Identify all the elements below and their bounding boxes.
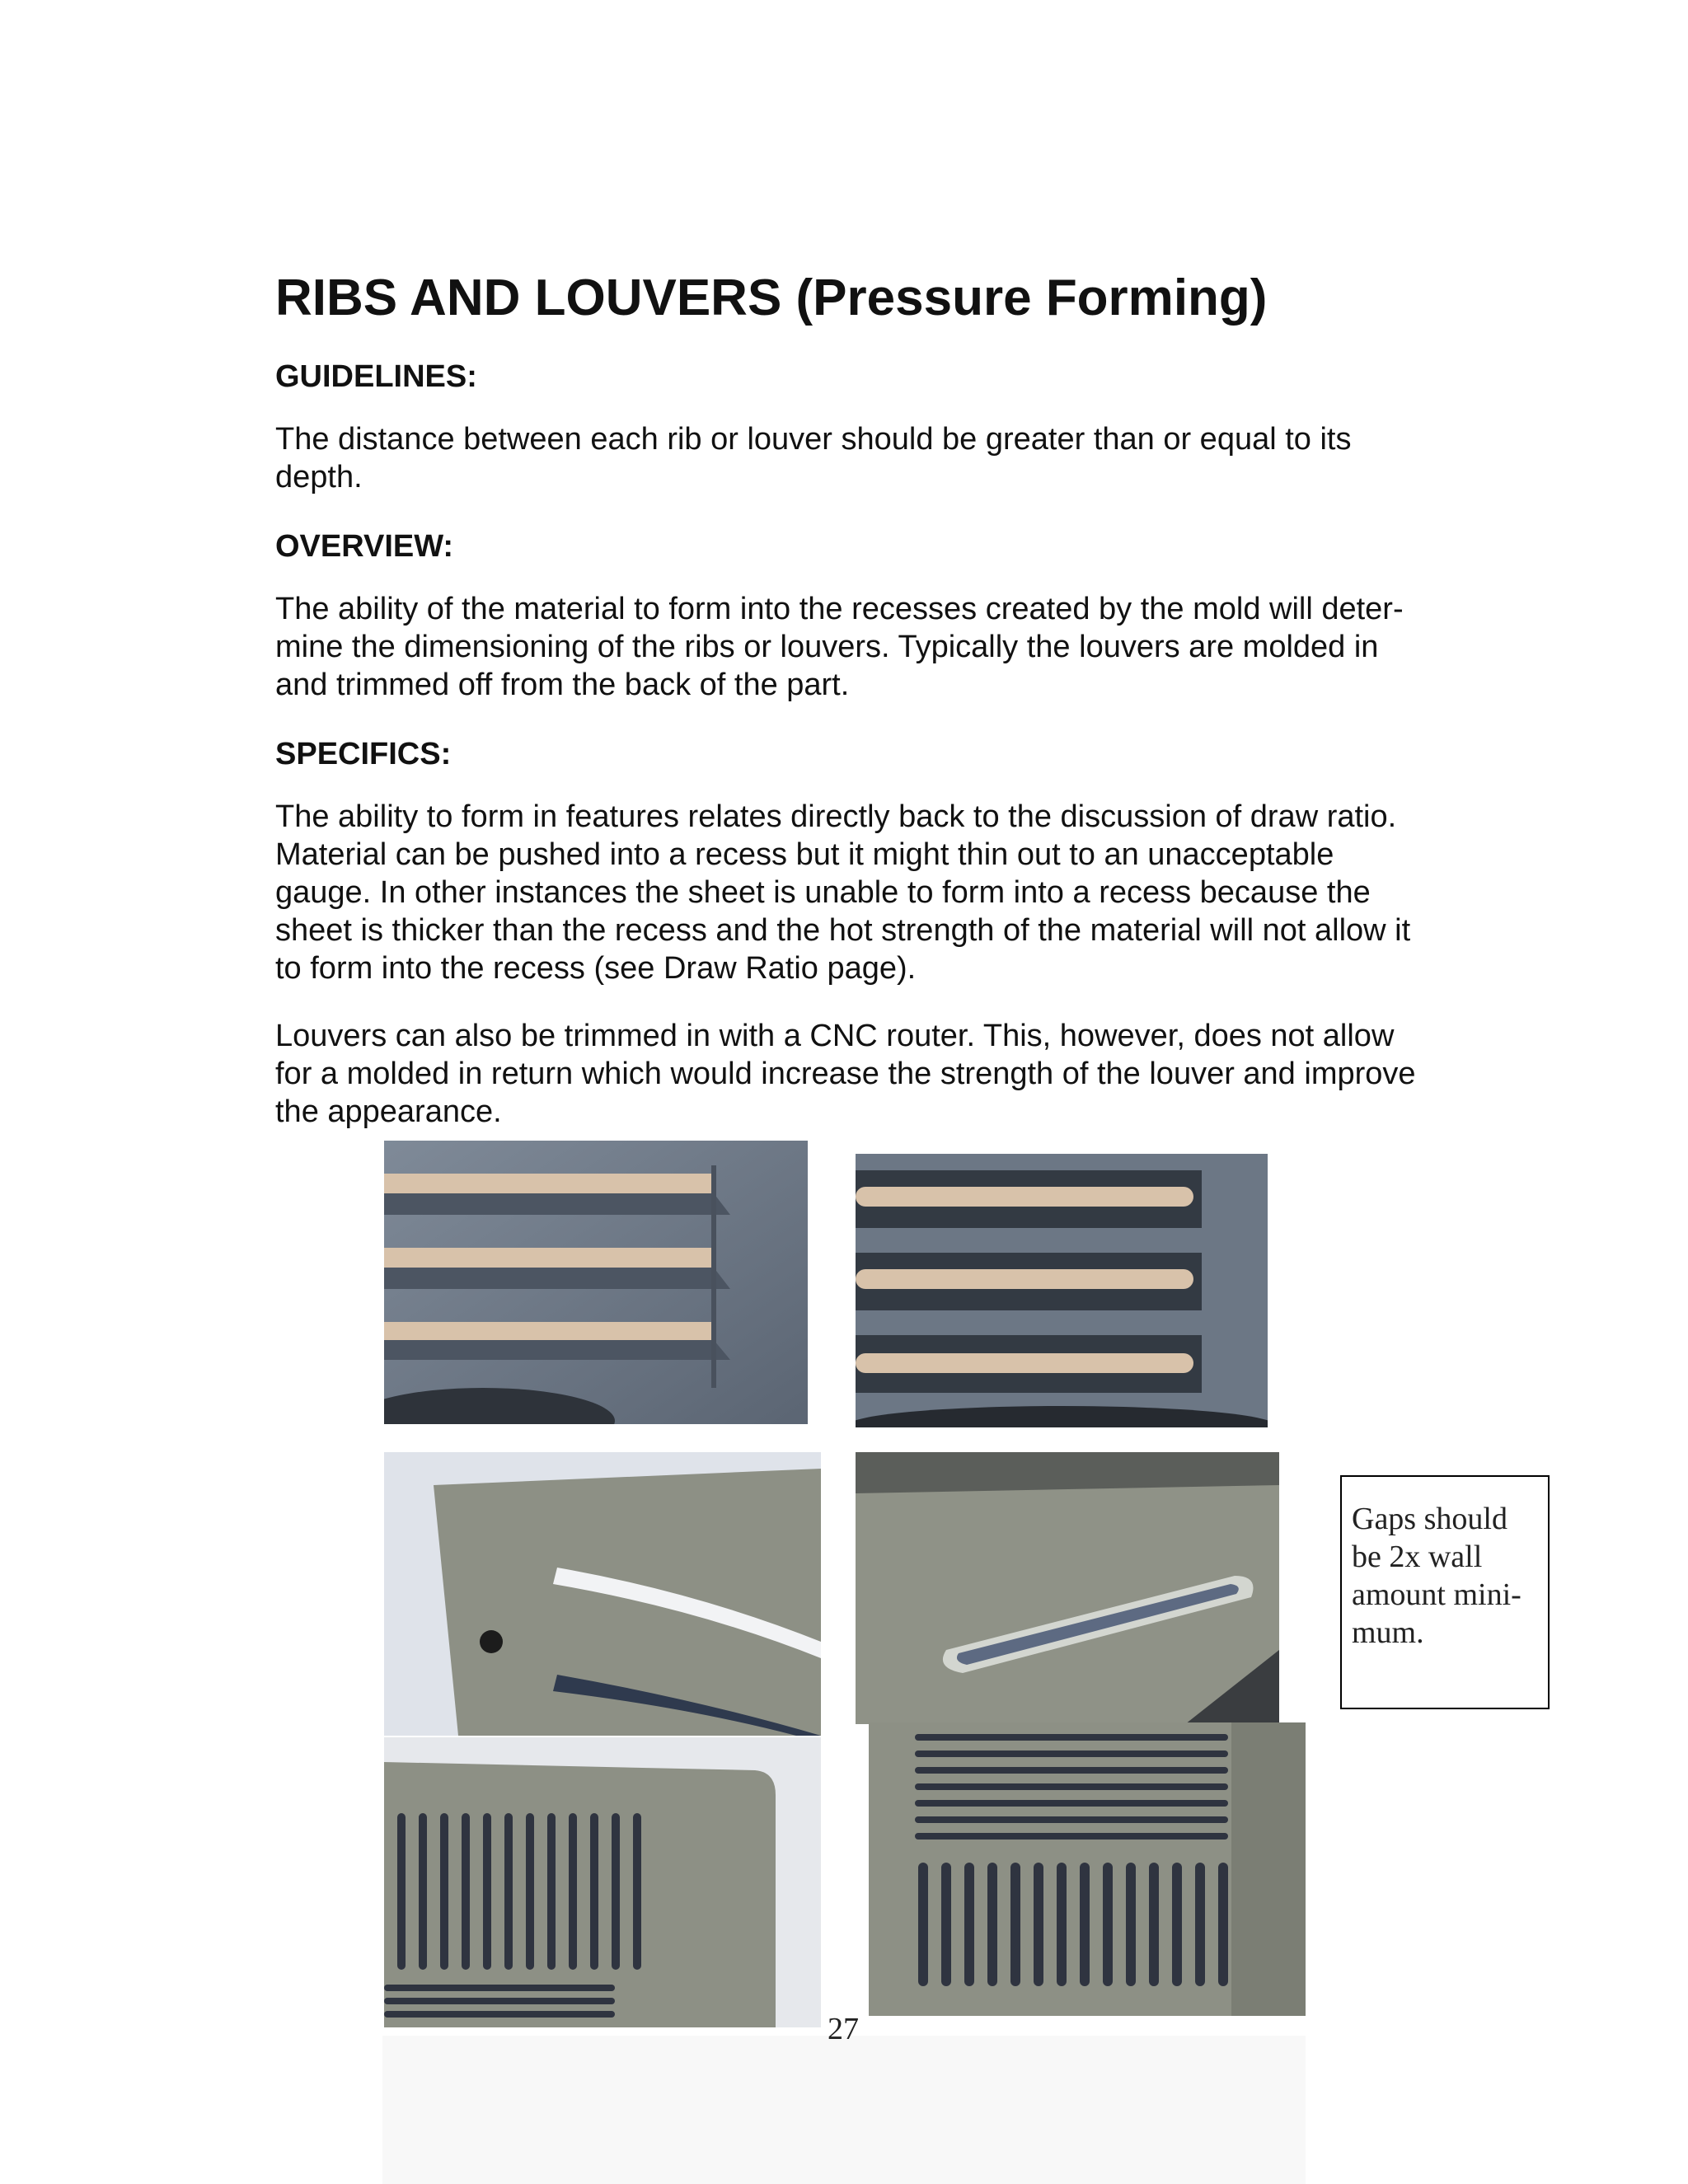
note-line: Gaps should: [1352, 1502, 1507, 1536]
text-line: The distance between each rib or louver should be greater than or equal to its: [275, 422, 1352, 457]
text-line: depth.: [275, 460, 363, 494]
photo-louvers-trimmed: [384, 1141, 808, 1424]
photo-angled-slot: [856, 1452, 1279, 1724]
page-title: RIBS AND LOUVERS (Pressure Forming): [275, 269, 1268, 326]
overview-text: [275, 590, 1404, 704]
photo-diagonal-slots: [384, 1452, 821, 1736]
text-line: mine the dimensioning of the ribs or louvers. Typically the louvers are molded in: [275, 630, 1379, 664]
specifics-heading: SPECIFICS:: [275, 737, 452, 771]
note-line: mum.: [1352, 1615, 1424, 1650]
guidelines-heading: GUIDELINES:: [275, 359, 477, 394]
overview-heading: OVERVIEW:: [275, 529, 454, 564]
guidelines-text: [275, 420, 1351, 496]
note-line: amount mini-: [1352, 1577, 1522, 1612]
specifics-text-2: [275, 1017, 1416, 1131]
text-line: for a molded in return which would increase the strength of the louver and improve: [275, 1057, 1416, 1091]
text-line: and trimmed off from the back of the part.: [275, 668, 850, 702]
text-line: sheet is thicker than the recess and the hot strength of the material will not allow it: [275, 913, 1411, 948]
note-line: be 2x wall: [1352, 1540, 1483, 1574]
text-line: gauge. In other instances the sheet is unable to form into a recess because the: [275, 875, 1371, 910]
text-line: The ability of the material to form into the recesses created by the mold will deter-: [275, 592, 1404, 626]
text-line: Louvers can also be trimmed in with a CNC router. This, however, does not allow: [275, 1019, 1395, 1053]
text-line: Material can be pushed into a recess but it might thin out to an unacceptable: [275, 837, 1334, 872]
gap-note-callout: [1340, 1475, 1550, 1709]
text-line: to form into the recess (see Draw Ratio page).: [275, 951, 917, 986]
specifics-text-1: [275, 798, 1410, 987]
text-line: The ability to form in features relates directly back to the discussion of draw ratio.: [275, 799, 1397, 834]
text-line: the appearance.: [275, 1094, 502, 1129]
photo-louvers-molded-return: [856, 1154, 1268, 1427]
page-number: 27: [828, 2012, 859, 2046]
photo-mixed-slot-grid: [869, 1722, 1306, 2016]
page-bottom-shade: [382, 2036, 1306, 2184]
photo-vertical-slot-grid: [384, 1737, 821, 2027]
